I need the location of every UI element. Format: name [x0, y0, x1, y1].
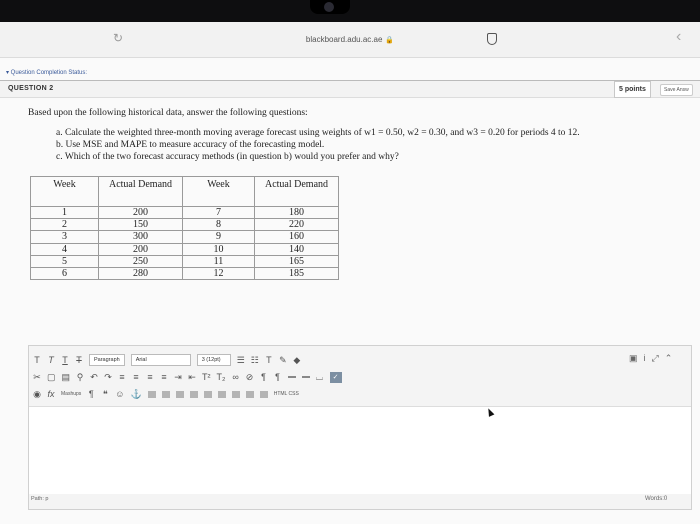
table-cell: 11	[183, 255, 255, 267]
numbered-list-icon[interactable]: ☷	[250, 354, 259, 365]
column-header-week: Week	[31, 177, 99, 207]
table-cell: 185	[255, 267, 339, 279]
part-marker: b.	[56, 140, 64, 150]
table-row	[31, 219, 339, 231]
table-cell: 165	[255, 255, 339, 267]
answer-text-area[interactable]	[29, 406, 691, 494]
formula-icon[interactable]: fx	[47, 389, 55, 399]
table-row	[31, 231, 339, 243]
table-cell: 10	[183, 243, 255, 255]
info-icon[interactable]: i	[643, 353, 646, 363]
strikethrough-text-icon[interactable]: T	[76, 355, 82, 365]
link-icon[interactable]: ∞	[232, 372, 239, 382]
record-icon[interactable]: ◉	[33, 388, 41, 399]
part-marker: a.	[56, 128, 63, 138]
table-cell: 280	[99, 267, 183, 279]
quote-icon[interactable]: ❝	[102, 388, 108, 399]
lock-icon: 🔒	[385, 37, 395, 44]
table-cell: 220	[255, 219, 339, 231]
table-cell: 2	[31, 219, 99, 231]
delete-column-icon[interactable]	[204, 391, 212, 398]
collapse-icon[interactable]: ⌃	[664, 353, 673, 363]
justify-icon[interactable]: ≡	[161, 372, 167, 382]
unlink-icon[interactable]: ⊘	[245, 371, 254, 382]
merge-cells-icon[interactable]	[218, 391, 226, 398]
checkbox-icon[interactable]: ✓	[330, 372, 342, 383]
table-cell: 8	[183, 219, 255, 231]
table-row	[31, 255, 339, 267]
outdent-icon[interactable]: ⇤	[188, 371, 196, 382]
table-cell: 300	[99, 231, 183, 243]
cut-icon[interactable]: ✂	[33, 371, 41, 382]
table-cell: 200	[99, 243, 183, 255]
table-cell: 160	[255, 231, 339, 243]
font-size-select[interactable]: 3 (12pt)	[197, 354, 231, 366]
paragraph-mark-icon[interactable]: ¶	[88, 389, 94, 399]
paste-icon[interactable]: ▤	[61, 371, 71, 382]
table-cell: 6	[31, 267, 99, 279]
url-text: blackboard.adu.ac.ae	[305, 35, 383, 44]
question-completion-status[interactable]: ▾ Question Completion Status:	[6, 70, 88, 76]
save-answer-button[interactable]: Save Answ	[660, 84, 693, 96]
nonbreaking-space-icon[interactable]: ⌴	[315, 371, 324, 382]
question-intro: Based upon the following historical data, answer the following questions:	[28, 108, 308, 118]
split-cells-icon[interactable]	[232, 391, 240, 398]
address-bar[interactable]	[200, 32, 500, 48]
editor-toolbar-right	[629, 353, 672, 364]
column-header-actual-demand: Actual Demand	[99, 177, 183, 207]
camera-icon	[324, 2, 334, 12]
device-bezel	[0, 0, 700, 22]
column-header-week: Week	[183, 177, 255, 207]
rtl-icon[interactable]: ¶	[275, 372, 280, 382]
align-left-icon[interactable]: ≡	[119, 372, 125, 382]
paragraph-select[interactable]: Paragraph	[89, 354, 125, 366]
subscript-icon[interactable]: T₂	[216, 372, 226, 382]
bold-text-icon[interactable]: T	[34, 355, 40, 365]
delete-row-icon[interactable]	[190, 391, 198, 398]
table-cell: 200	[99, 207, 183, 219]
table-header-row	[31, 177, 339, 207]
align-right-icon[interactable]: ≡	[147, 372, 153, 382]
points-badge: 5 points	[614, 81, 651, 98]
question-title: QUESTION 2	[8, 85, 54, 92]
chevron-left-icon[interactable]: ‹	[676, 28, 682, 45]
part-marker: c.	[56, 152, 63, 162]
editor-toolbar-row-1	[33, 352, 301, 368]
editor-toolbar-row-3	[33, 386, 299, 402]
table-row	[31, 267, 339, 279]
insert-row-icon[interactable]	[162, 391, 170, 398]
superscript-icon[interactable]: T²	[202, 372, 211, 382]
table-cell: 150	[99, 219, 183, 231]
indent-icon[interactable]: ⇥	[174, 371, 182, 382]
row-props-icon[interactable]	[260, 391, 268, 398]
shield-icon[interactable]	[487, 33, 497, 45]
browser-toolbar	[0, 22, 700, 58]
spellcheck-icon[interactable]: ▣	[629, 353, 638, 363]
highlight-icon[interactable]: ✎	[279, 354, 287, 365]
mashups-menu[interactable]: Mashups	[61, 391, 82, 397]
emoticon-icon[interactable]: ☺	[115, 389, 125, 399]
italic-text-icon[interactable]: T	[48, 355, 54, 365]
demand-table	[30, 176, 339, 280]
fullscreen-icon[interactable]: ⤢	[651, 353, 659, 363]
find-icon[interactable]: ⚲	[76, 371, 84, 382]
undo-icon[interactable]: ↶	[90, 371, 98, 382]
copy-icon[interactable]: ▢	[47, 371, 56, 382]
clear-format-icon[interactable]: ◆	[293, 354, 301, 365]
word-count: Words:0	[645, 496, 668, 502]
bullet-list-icon[interactable]: ☰	[236, 354, 245, 365]
table-row	[31, 243, 339, 255]
table-cell: 250	[99, 255, 183, 267]
line-icon[interactable]	[302, 376, 310, 378]
text-color-icon[interactable]: T	[266, 355, 272, 365]
table-cell: 180	[255, 207, 339, 219]
insert-column-icon[interactable]	[176, 391, 184, 398]
table-cell: 1	[31, 207, 99, 219]
table-cell: 140	[255, 243, 339, 255]
table-cell: 12	[183, 267, 255, 279]
part-text: Calculate the weighted three-month moving average forecast using weights of w1 = 0.50, w2 = 0.30, and w3 = 0.20 for periods 4 to 12.	[64, 128, 580, 138]
table-cell: 9	[183, 231, 255, 243]
table-cell: 4	[31, 243, 99, 255]
anchor-icon[interactable]: ⚓	[130, 388, 142, 399]
question-part-c	[56, 152, 399, 162]
html-css-button[interactable]: HTML CSS	[273, 391, 299, 397]
redo-icon[interactable]: ↷	[104, 371, 112, 382]
table-cell: 5	[31, 255, 99, 267]
part-text: Use MSE and MAPE to measure accuracy of the forecasting model.	[65, 140, 325, 150]
reload-icon[interactable]: ↻	[112, 31, 124, 45]
cell-props-icon[interactable]	[246, 391, 254, 398]
horizontal-rule-icon[interactable]	[288, 376, 296, 378]
editor-path: Path: p	[31, 496, 49, 502]
align-center-icon[interactable]: ≡	[133, 372, 139, 382]
font-select[interactable]: Arial	[131, 354, 191, 366]
underline-text-icon[interactable]: T	[62, 355, 68, 365]
table-cell: 3	[31, 231, 99, 243]
editor-toolbar-row-2	[33, 369, 342, 385]
browser-screen	[0, 22, 700, 524]
question-header	[0, 80, 700, 98]
table-cell: 7	[183, 207, 255, 219]
question-part-a	[56, 128, 580, 138]
question-part-b	[56, 140, 324, 150]
table-row	[31, 207, 339, 219]
column-header-actual-demand: Actual Demand	[255, 177, 339, 207]
ltr-icon[interactable]: ¶	[261, 372, 266, 382]
part-text: Which of the two forecast accuracy methods (in question b) would you prefer and why?	[64, 152, 399, 162]
answer-editor	[28, 345, 692, 510]
table-icon[interactable]	[148, 391, 156, 398]
